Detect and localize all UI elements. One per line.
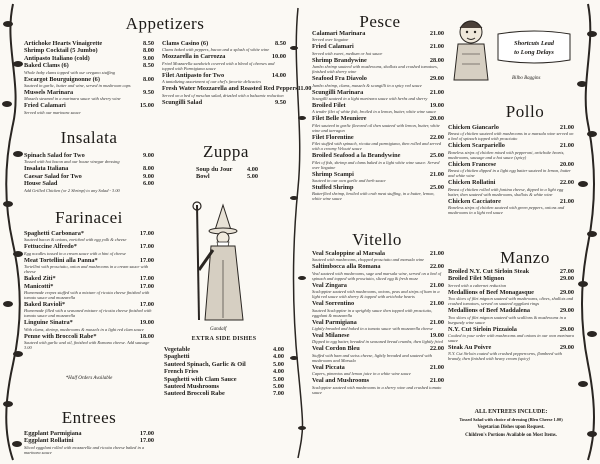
menu-item — [24, 257, 154, 264]
menu-item-name: Escargot Bourguignonne (6) — [24, 75, 100, 83]
includes-title: ALL ENTREES INCLUDE: — [474, 409, 548, 415]
wizard-caption: Gandalf — [210, 327, 227, 332]
menu-item-price: 22.00 — [429, 263, 444, 271]
hobbit-caption: Bilbo Baggins — [512, 76, 541, 81]
menu-item — [164, 390, 284, 397]
insalata-title: Insalata — [60, 128, 118, 147]
menu-item-description: Served on a bed of mesclun salad, drizzled with a balsamic reduction — [162, 92, 284, 98]
menu-item-name: Chicken Rollatini — [448, 179, 496, 187]
menu-item-price: 8.50 — [274, 40, 286, 47]
menu-item — [24, 180, 154, 187]
menu-item-price: 22.00 — [429, 133, 444, 141]
manzo-list — [448, 268, 574, 362]
menu-item-price: 4.00 — [246, 166, 258, 173]
menu-item-name: Veal Sorrentino — [312, 300, 355, 308]
menu-item — [312, 89, 444, 96]
menu-item-price: 21.00 — [429, 43, 444, 51]
menu-item-name: Medallions of Beef Monagasque — [448, 288, 534, 296]
menu-item — [312, 134, 444, 141]
menu-item-price: 11.00 — [297, 85, 312, 93]
menu-item — [312, 300, 444, 307]
menu-item — [162, 99, 286, 106]
pesce-list — [312, 30, 444, 202]
hobbit-illustration-icon — [450, 14, 492, 84]
menu-item-price: 25.00 — [429, 184, 444, 192]
menu-item-description: Jumbo shrimp, clams, mussels & scungilli in a spicy red sauce — [312, 82, 422, 88]
menu-item-price: 20.00 — [429, 115, 444, 123]
menu-item-name: Scungilli Salad — [162, 98, 203, 106]
menu-item — [24, 62, 154, 69]
menu-item-name: Mussels Marinara — [24, 89, 74, 97]
menu-item-name: Saltimbocca alla Romana — [312, 263, 381, 271]
menu-item-price: 21.00 — [429, 88, 444, 96]
menu-item-price: 21.00 — [429, 363, 444, 371]
appetizers-left-list — [24, 40, 154, 116]
menu-item-price: 5.00 — [272, 383, 284, 391]
menu-item-name: Fettuccine Alfredo* — [24, 243, 77, 251]
menu-item-description: Stuffed with ham and swiss cheese, lightly breaded and sauteed with mushrooms and Marsala — [312, 352, 432, 363]
menu-item-price: 21.00 — [559, 197, 574, 205]
menu-item-name: Stuffed Shrimp — [312, 184, 354, 192]
menu-item-description: Clams baked with peppers, bacon and a splash of white wine — [162, 47, 270, 53]
menu-item-name: Baked Ziti* — [24, 275, 56, 283]
menu-item — [448, 142, 574, 149]
menu-item-price: 9.00 — [142, 54, 154, 62]
menu-item-name: Chicken Giancarlo — [448, 124, 499, 131]
menu-item-description: Breast of chicken dipped in a light egg batter sauteed in lemon, butter and white wine — [448, 168, 571, 179]
menu-item-name: Meat Tortellini alla Panna* — [24, 256, 98, 264]
menu-item-description: A tantalizing assortment of our chef's favorite delicacies — [162, 79, 262, 85]
menu-item — [312, 263, 444, 270]
menu-item — [24, 301, 154, 308]
menu-item-name: Broiled Filet — [312, 102, 346, 110]
vine-border-right-icon — [578, 4, 598, 460]
menu-item-price: 22.00 — [429, 345, 444, 353]
menu-item — [162, 72, 286, 79]
menu-item-price: 14.00 — [271, 71, 286, 79]
menu-item — [24, 243, 154, 250]
menu-item-name: Veal Milanese — [312, 332, 350, 340]
menu-item-price: 29.00 — [559, 288, 574, 296]
menu-item-name: Filet Florentine — [312, 133, 354, 141]
menu-item-name: Shrimp Scampi — [312, 170, 354, 178]
includes-info — [448, 408, 574, 440]
menu-item-description: Mussels steamed in a marinara sauce with sherry wine — [24, 96, 121, 102]
menu-item-price: 8.00 — [142, 75, 154, 83]
menu-item-price: 19.00 — [429, 102, 444, 110]
menu-item — [24, 275, 154, 282]
menu-item-price: 17.00 — [139, 437, 154, 445]
farinacei-title: Farinacei — [55, 208, 123, 227]
menu-item-price: 15.00 — [139, 102, 154, 110]
menu-item-name: Bowl — [196, 173, 210, 181]
menu-item-price: 19.00 — [429, 332, 444, 340]
menu-item-description: Sauteed with garlic and oil, finished with Romano cheese. Add sausage 3.00 — [24, 340, 150, 351]
menu-item-name: Fried Calamari — [312, 43, 354, 51]
menu-item-price: 18.00 — [139, 332, 154, 340]
menu-item — [312, 345, 444, 352]
menu-item-name: N.Y. Cut Sirloin Pizzaiola — [448, 325, 517, 333]
menu-item — [164, 353, 284, 360]
menu-item — [162, 85, 312, 93]
menu-item-price: 4.00 — [272, 353, 284, 361]
menu-item-name: Chicken Francese — [448, 160, 497, 168]
menu-item — [162, 53, 286, 60]
menu-item-name: Veal Zingara — [312, 281, 347, 289]
menu-item-name: Spaghetti — [164, 353, 190, 361]
menu-item-price: 22.00 — [559, 179, 574, 187]
menu-item-price: 4.00 — [272, 368, 284, 376]
menu-item-price: 21.00 — [429, 170, 444, 178]
menu-item-price: 21.00 — [429, 318, 444, 326]
vine-border-center-icon — [291, 8, 305, 458]
entrees-list — [24, 430, 154, 456]
menu-item-description: Scungilli sauteed in a light marinara sauce with herbs and sherry — [312, 96, 428, 102]
menu-item-price: 25.00 — [429, 152, 444, 160]
menu-item-description: Breast of chicken rolled with fontina cheese, dipped in a light egg batter, then sauteed with mushrooms, shallots & white wine — [448, 186, 564, 197]
menu-item-name: Linguine Sinatra* — [24, 319, 73, 327]
menu-item — [312, 184, 444, 191]
menu-item-price: 21.00 — [559, 124, 574, 131]
menu-item-name: Eggplant Parmigiana — [24, 430, 82, 437]
menu-item-description: Breast of chicken sauteed with mushrooms in a marsala wine served on a bed of spinach topped with prosciutto — [448, 131, 574, 142]
menu-item-description: Sliced eggplant rolled with mozzarella and ricotta cheese baked in a marinara sauce — [24, 444, 145, 455]
menu-item-price: 28.00 — [429, 56, 444, 64]
menu-item-price: 17.00 — [139, 301, 154, 309]
menu-item-name: Shrimp Brandywine — [312, 56, 367, 64]
menu-item — [196, 173, 258, 180]
menu-item — [24, 173, 154, 180]
pesce-title: Pesce — [359, 12, 401, 31]
menu-item — [448, 326, 574, 333]
menu-item-price: 8.00 — [142, 165, 154, 173]
menu-item-description: Sauteed in our own garlic and herb sauce — [312, 178, 386, 184]
menu-item — [164, 346, 284, 353]
menu-item-name: Soup du Jour — [196, 166, 233, 173]
menu-item — [312, 102, 444, 109]
menu-item — [24, 319, 154, 326]
menu-item-price: 17.00 — [139, 256, 154, 264]
menu-item-description: Filet stuffed with spinach, ricotta and parmigiana, then rolled and served with a creamy Velouté sauce — [312, 141, 442, 152]
menu-item-description: Sauteed Scaloppine in a sprightly sauce then topped with prosciutto, eggplant & mozzarella — [312, 307, 433, 318]
menu-item — [448, 124, 574, 131]
menu-item-description: Sauteed with mushrooms, chopped prosciutto and marsala wine — [312, 257, 425, 263]
includes-line-salad: Tossed Salad with choice of dressing (Bleu Cheese 1.00) — [459, 417, 563, 422]
menu-item-price: 21.00 — [429, 30, 444, 37]
menu-item-price: 29.00 — [559, 344, 574, 352]
vitello-list — [312, 250, 444, 396]
menu-item-price: 7.00 — [272, 390, 284, 398]
vitello-title: Vitello — [352, 230, 402, 249]
menu-item — [24, 102, 154, 109]
menu-item — [24, 89, 154, 96]
menu-item-name: Antipasto Italiano (cold) — [24, 54, 90, 62]
menu-item-price: 5.00 — [272, 375, 284, 383]
menu-item-name: Fresh Water Mozzarella and Roasted Red Peppers — [162, 85, 298, 93]
menu-item-name: House Salad — [24, 180, 58, 188]
menu-item-price: 9.50 — [274, 98, 286, 106]
menu-item — [312, 171, 444, 178]
menu-item-price: 21.00 — [429, 377, 444, 385]
menu-item — [24, 152, 154, 159]
menu-item-price: 19.00 — [139, 319, 154, 327]
menu-item-price: 9.50 — [142, 89, 154, 97]
menu-item — [448, 307, 574, 314]
banner-line1: Shortcuts Lead — [514, 40, 554, 47]
half-orders-note: *Half Orders Available — [65, 376, 113, 381]
menu-item — [196, 166, 258, 173]
menu-item-name: Chicken Scarpariello — [448, 142, 505, 150]
menu-item-description: Lightly breaded and baked in a tomato sauce with mozzarella cheese — [312, 326, 433, 332]
menu-item — [448, 161, 574, 168]
menu-item — [448, 344, 574, 351]
menu-item-price: 29.00 — [559, 307, 574, 315]
menu-item-name: Spinach Salad for Two — [24, 152, 85, 159]
menu-item-name: Caesar Salad for Two — [24, 172, 82, 180]
menu-item — [448, 289, 574, 296]
menu-item-price: 27.00 — [559, 268, 574, 275]
menu-item-name: Calamari Marinara — [312, 30, 366, 37]
pollo-title: Pollo — [505, 102, 545, 121]
menu-item-price: 17.00 — [139, 430, 154, 437]
menu-item-name: Broiled Filet Mignon — [448, 275, 505, 283]
menu-item-price: 17.00 — [139, 243, 154, 251]
menu-item-price: 9.00 — [142, 152, 154, 159]
menu-item-description: Capers, pimentos and lemon juice in a white wine sauce — [312, 371, 411, 377]
menu-item-name: French Fries — [164, 368, 199, 376]
includes-line-children: Children's Portions Available on Most Items. — [465, 433, 557, 438]
menu-item-name: Sauteed Mushrooms — [164, 383, 219, 391]
menu-item — [24, 437, 154, 444]
menu-item-name: Baked Ravioli* — [24, 301, 66, 309]
menu-item-description: Served with a cabernet reduction — [448, 282, 507, 288]
includes-line-vegetarian: Vegetarian Dishes upon Request. — [477, 425, 545, 430]
menu-item — [162, 40, 286, 47]
menu-item-price: 17.00 — [139, 282, 154, 290]
menu-item-name: Medallions of Beef Maddalena — [448, 307, 531, 315]
menu-item-name: Spaghetti with Clam Sauce — [164, 375, 237, 383]
farinacei-list — [24, 230, 154, 351]
menu-item — [312, 364, 444, 371]
menu-item-price: 8.50 — [142, 62, 154, 70]
menu-item-price: 20.00 — [559, 160, 574, 168]
menu-item-description: Tossed with hot bacon and our house vinegar dressing — [24, 159, 120, 165]
menu-item — [312, 57, 444, 64]
menu-item-description: Homemade crepes stuffed with a mixture of ricotta cheese finished with tomato sauce and mozzarella — [24, 290, 150, 301]
menu-item-price: 21.00 — [429, 281, 444, 289]
menu-item-price: 4.00 — [272, 346, 284, 353]
menu-item-name: Sauteed Spinach, Garlic & Oil — [164, 360, 246, 368]
zuppa-list — [196, 166, 258, 181]
vine-border-left-icon — [2, 4, 24, 460]
menu-item — [448, 198, 574, 205]
menu-item-name: Filet Belle Meuniere — [312, 115, 367, 123]
menu-item-name: Filet Antipasto for Two — [162, 71, 225, 79]
menu-item-description: N.Y. Cut Sirloin coated with crushed peppercorns, flambeed with brandy, then finished with heavy cream (spicy) — [448, 351, 562, 362]
menu-item-name: Artichoke Hearts Vinaigrette — [24, 40, 103, 47]
menu-item — [312, 282, 444, 289]
menu-item — [312, 377, 444, 384]
menu-item-name: Seafood Fra Diavolo — [312, 75, 367, 83]
menu-item-price: 29.00 — [429, 75, 444, 83]
menu-item-name: Chicken Cacciatore — [448, 197, 501, 205]
menu-item — [24, 55, 154, 62]
menu-item-price: 21.00 — [429, 300, 444, 308]
menu-item-name: Broiled Seafood a la Brandywine — [312, 152, 401, 160]
menu-item-price: 29.00 — [559, 275, 574, 283]
menu-item-description: Served with our marinara sauce — [24, 109, 81, 115]
menu-item-name: Veal Parmigiana — [312, 318, 357, 326]
menu-item-description: Filet of fish, shrimp and clams baked in a light white wine sauce. Served over linguine — [312, 159, 440, 170]
appetizers-title: Appetizers — [125, 14, 205, 33]
menu-item-name: Veal Scaloppine al Marsala — [312, 250, 386, 257]
menu-item — [24, 40, 154, 47]
menu-item-name: Fried Calamari — [24, 102, 66, 110]
menu-item-description: Whole baby clams topped with our oregano stuffing — [24, 69, 115, 75]
menu-item-description: Butterflied shrimp, broiled with crab meat stuffing, in a butter, lemon, white wine sauce — [312, 191, 435, 202]
menu-item-description: Add Grilled Chicken (or 2 Shrimp) to any Salad - 3.00 — [24, 187, 120, 193]
menu-item-description: Homemade filled with a seasoned mixture of ricotta cheese finished with tomato sauce and mozzarella — [24, 308, 152, 319]
menu-item-name: Penne with Broccoli Rabe* — [24, 332, 97, 340]
entrees-title: Entrees — [61, 408, 117, 427]
menu-item-price: 29.00 — [559, 325, 574, 333]
menu-item-name: Clams Casino (6) — [162, 40, 209, 47]
menu-item — [312, 152, 444, 159]
menu-item-description: Filet sauteed in garlic flavored oil then sauteed with lemon, butter, white wine and tarragon — [312, 122, 440, 133]
menu-item-description: A tender filet of white fish, broiled in a lemon, butter, white wine sauce — [312, 109, 437, 115]
menu-item-description: Scaloppine sauteed with mushrooms in a sherry wine and crushed tomato sauce — [312, 384, 442, 395]
menu-item — [24, 430, 154, 437]
menu-item-description: Scaloppine sauteed with mushrooms, onions, peas and strips of ham in a light red sauce with sherry & topped with artichoke hearts — [312, 289, 440, 300]
menu-item-name: Vegetable — [164, 346, 190, 353]
menu-item-price: 6.00 — [142, 180, 154, 188]
menu-item-description: Served over linguine — [312, 37, 349, 43]
menu-item — [164, 383, 284, 390]
extra-sides-title: EXTRA SIDE DISHES — [191, 336, 257, 342]
menu-item-description: Jumbo shrimp sauteed with mushrooms, shallots and crushed tomatoes, finished with sherry wine — [312, 64, 438, 75]
menu-item-price: 5.00 — [246, 173, 258, 181]
menu-item — [448, 275, 574, 282]
menu-item-price: 17.00 — [139, 230, 154, 237]
menu-item — [164, 361, 284, 368]
menu-item-description: Veal sauteed with mushrooms, sage and marsala wine, served on a bed of spinach and topped with prosciutto, sliced egg & fresh mozz — [312, 270, 442, 281]
pollo-list — [448, 124, 574, 216]
manzo-title: Manzo — [500, 248, 550, 267]
menu-item-name: Broiled N.Y. Cut Sirloin Steak — [448, 268, 530, 275]
menu-item — [312, 43, 444, 50]
menu-item — [312, 319, 444, 326]
menu-item-description: Dipped in egg batter, breaded in seasoned bread crumbs, then lightly fried — [312, 339, 443, 345]
menu-item — [164, 376, 284, 383]
menu-item-name: Veal Cordon Bleu — [312, 345, 360, 353]
menu-item — [164, 368, 284, 375]
menu-item — [312, 250, 444, 257]
menu-item-name: Spaghetti Carbonara* — [24, 230, 84, 237]
menu-item — [24, 333, 154, 340]
menu-item — [312, 30, 444, 37]
menu-item-description: Tortellini with prosciutto, onion and mushrooms in a cream sauce with cheese — [24, 264, 149, 275]
menu-item-price: 8.50 — [142, 40, 154, 47]
menu-item — [312, 332, 444, 339]
menu-item — [24, 230, 154, 237]
menu-item-price: 17.00 — [139, 275, 154, 283]
menu-item-description: Two slices of filet mignon sauteed with mushrooms, olives, shallots and crushed tomatoes, served on sauteed eggplant rings — [448, 296, 574, 307]
menu-item — [24, 76, 154, 83]
menu-item — [24, 47, 154, 54]
banner-line2: to Long Delays — [514, 49, 554, 56]
menu-item-name: Scungilli Marinara — [312, 88, 364, 96]
menu-item-description: Fried Mozzarella sandwich covered with a blend of cheeses and topped with Parmigiana sauce — [162, 60, 275, 71]
menu-item-name: Baked Clams (6) — [24, 62, 69, 70]
menu-item-description: Two slices of filet mignon sauteed with scallions & mushrooms in a burgundy wine sauce — [448, 314, 567, 325]
menu-item-name: Steak Au Poivre — [448, 344, 492, 352]
menu-item-description: Served with sweet, medium or hot sauce — [312, 50, 383, 56]
menu-item-description: Sauteed in garlic, butter and wine, served in mushroom caps — [24, 83, 131, 89]
menu-item-description: Sauteed bacon & onions, enriched with egg yolk & cheese — [24, 237, 127, 243]
menu-item-name: Insalata Italiana — [24, 165, 69, 173]
menu-item-description: Egg noodles tossed in a cream sauce with a hint of cheese — [24, 250, 126, 256]
menu-item-description: With clams, shrimp, mushrooms & mussels in a light red clam sauce — [24, 326, 144, 332]
menu-item — [312, 75, 444, 82]
menu-item — [448, 179, 574, 186]
menu-item-description: Cooked to your order with mushrooms and onions in our own marinara sauce — [448, 333, 574, 344]
menu-item-price: 21.00 — [559, 142, 574, 150]
zuppa-title: Zuppa — [203, 142, 249, 161]
menu-item-price: 9.00 — [142, 172, 154, 180]
menu-item-name: Manicotti* — [24, 282, 54, 290]
menu-item — [24, 165, 154, 172]
menu-item-name: Veal Piccata — [312, 363, 345, 371]
menu-item-price: 21.00 — [429, 250, 444, 257]
wizard-illustration-icon — [185, 200, 255, 325]
menu-item — [24, 283, 154, 290]
menu-item-description: Boneless strips of chicken sauteed with green peppers, onions and mushrooms in a light red sauce — [448, 205, 565, 216]
menu-item-price: 10.00 — [271, 53, 286, 61]
insalata-list — [24, 152, 154, 194]
menu-item-name: Mozzarella in Carrozza — [162, 53, 226, 61]
menu-item-name: Shrimp Cocktail (5 Jumbo) — [24, 47, 98, 55]
menu-item-price: 8.00 — [142, 47, 154, 55]
menu-item-name: Eggplant Rollatini — [24, 437, 74, 445]
menu-item-name: Sauteed Broccoli Rabe — [164, 390, 225, 398]
menu-item-description: Boneless strips of chicken mixed with pepperoni, artichoke hearts, mushrooms, sausage and a hot sauce (spicy) — [448, 149, 565, 160]
extra-sides-list — [164, 346, 284, 398]
menu-item-price: 5.00 — [272, 360, 284, 368]
appetizers-right-list — [162, 40, 312, 106]
menu-item-name: Veal and Mushrooms — [312, 377, 370, 385]
menu-item — [448, 268, 574, 275]
menu-item — [312, 115, 444, 122]
